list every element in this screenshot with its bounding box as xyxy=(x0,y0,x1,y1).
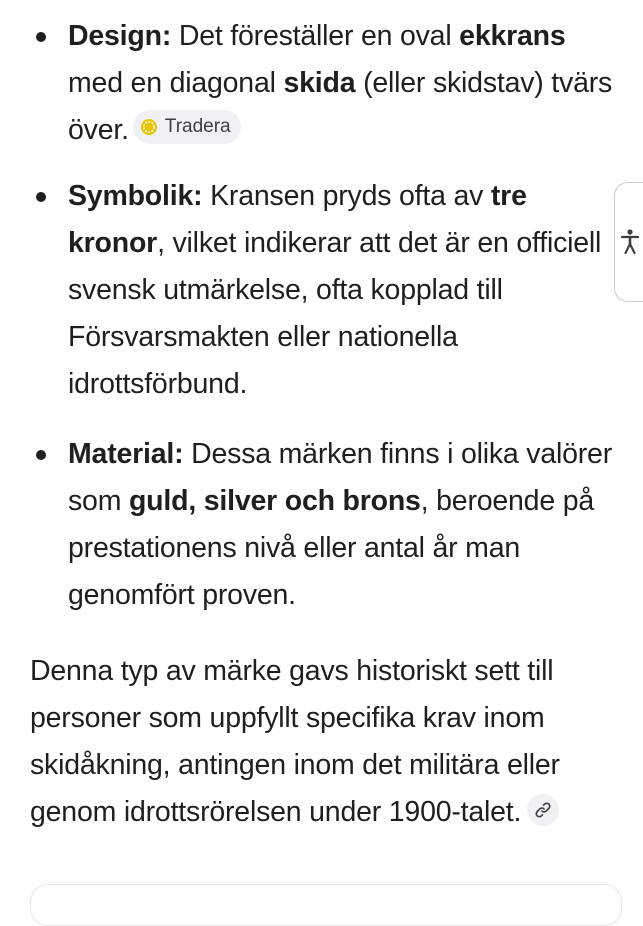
bullet-dot xyxy=(36,450,46,460)
text-segment: Kransen pryds ofta av xyxy=(202,180,491,212)
text-segment: Det föreställer en oval xyxy=(171,20,460,52)
bullet-dot xyxy=(36,32,46,42)
accessibility-tab[interactable] xyxy=(614,182,643,302)
bullet-item-symbolik xyxy=(68,173,613,408)
text-segment: (eller skidstav) tvärs över. xyxy=(68,67,613,146)
text-segment: , beroende på prestationens nivå eller antal år man genomfört proven. xyxy=(68,485,595,611)
accessibility-icon xyxy=(620,228,640,256)
bold-segment: ekkrans xyxy=(459,20,566,52)
source-chip-tradera[interactable] xyxy=(133,110,241,144)
bold-segment: guld, silver och brons xyxy=(128,485,421,517)
text-segment: med en diagonal xyxy=(68,67,284,99)
text-segment: Dessa märken finns i olika valörer som xyxy=(68,438,612,517)
bullet-item-material xyxy=(68,431,613,619)
tradera-icon xyxy=(140,118,158,136)
bold-segment: tre kronor xyxy=(68,180,527,259)
bold-segment: skida xyxy=(283,67,356,99)
link-icon xyxy=(534,801,552,819)
paragraph-text: Denna typ av märke gavs historiskt sett till personer som uppfyllt specifika krav inom skidåkning, antingen inom det militära eller genom idrottsrörelsen under 1900-talet. xyxy=(30,655,560,828)
summary-paragraph xyxy=(30,648,630,836)
bullet-text xyxy=(68,180,601,400)
bullet-text xyxy=(68,438,612,611)
bullet-heading: Symbolik: xyxy=(68,180,203,212)
next-card xyxy=(30,884,622,926)
source-chip-label: Tradera xyxy=(164,116,231,138)
bullet-heading: Design: xyxy=(68,20,172,52)
source-link-button[interactable] xyxy=(527,794,559,826)
bullet-item-design xyxy=(68,13,613,154)
bullet-heading: Material: xyxy=(68,438,184,470)
text-segment: , vilket indikerar att det är en officiell svensk utmärkelse, ofta kopplad till Försvarsmakten eller nationella idrottsförbund. xyxy=(68,227,602,400)
bullet-dot xyxy=(36,192,46,202)
